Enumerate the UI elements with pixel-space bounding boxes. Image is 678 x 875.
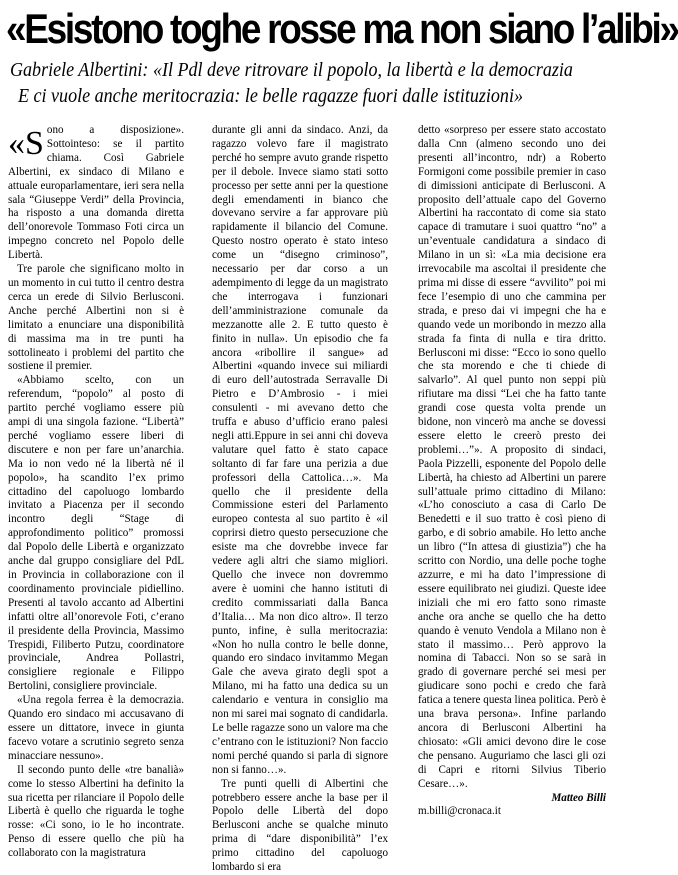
article-paragraph: «Abbiamo scelto, con un referendum, “popolo” al posto di partito perché vogliamo essere più ampi di una singola fazione. “Libertà” perché vogliamo essere liberi di discutere e non per fare un’anarchia. Ma io non vedo né la libertà né il popolo», ha scandito l’ex primo cittadino del capoluogo lombardo invitato a Piacenza per il secondo incontro degli “Stage di approfondimento politico” promossi dal Popolo delle Libertà e organizzato anche dal gruppo consigliare del PdL in Provincia in collaborazione con il coordinamento provinciale pidiellino. Presenti al tavolo accanto ad Albertini infatti oltre all’onorevole Foti, c’erano il presidente della Provincia, Massimo Trespidi, Filiberto Putzu, coordinatore provinciale, Andrea Pollastri, consigliere regionale e Filippo Bertolini, consigliere provinciale. (8, 374, 184, 693)
subtitle-line-1: Gabriele Albertini: «Il Pdl deve ritrovare il popolo, la libertà e la democrazia (10, 60, 573, 81)
article-paragraph: detto «sorpreso per essere stato accostato dalla Cnn (almeno secondo uno dei presenti all’incontro, ndr) a Roberto Formigoni come possibile premier in caso di dimissioni anticipate di Berlusconi. A proposito dell’attuale capo del Governo Albertini ha raccontato di come sia stato capace di tramutare i suoi quattro “no” a un’eventuale candidatura a sindaco di Milano in un sì: «La mia decisione era irrevocabile ma ascoltai il presidente che prima mi disse di essere “avvilito” poi mi fece l’esempio di uno che cammina per strada, e preso dai vi impegni che ha e quando vede un moribondo in mezzo alla strada fa finta di nulla e tira dritto. Berlusconi mi disse: “Ecco io sono quello che sta morendo e che ti chiede di salvarlo”. Al quel punto non seppi più rifiutare ma dissi “Lei che ha fatto tante grandi cose questa volta prende un bidone, non vincerò ma anche se dovessi essere eletto le creerò presto dei problemi…”». A proposito di sindaci, Paola Pizzelli, esponente del Popolo delle Libertà, ha chiesto ad Albertini un parere sull’attuale primo cittadino di Milano: «L’ho conosciuto a casa di Carlo De Benedetti e il suo tratto è così pieno di garbo, e di sobrio amabile. Ho letto anche un libro (“In attesa di giustizia”) che ha scritto con Nordio, una delle poche toghe azzurre, e mi ha dato l’impressione di essere equilibrato nei giudizi. Queste idee iniziali che mi ero fatto sono rimaste anche ora anche se quello che ha detto quando è venuto Vendola a Milano non è stato il massimo… Però approvo la nomina di Tabacci. Non so se sarà in grado di governare perché sei mesi per giudicare sono pochi e credo che farà fatica a tenere questa linea politica. Però è una brava persona». Infine parlando ancora di Berlusconi Albertini ha chiosato: «Gli amici devono dire le cose che pensano. Auguriamo che lasci gli ozi di Capri e ritorni Silvius Tiberio Cesare…». (418, 124, 606, 790)
author-email[interactable]: m.billi@cronaca.it (418, 805, 501, 818)
author-signature: Matteo Billi (551, 791, 606, 804)
article-paragraph: «Una regola ferrea è la democrazia. Quando ero sindaco mi accusavano di essere un dittatore, invece in giunta facevo votare a scrutinio segreto senza minacciare nessuno». (8, 694, 184, 762)
article-paragraph (8, 124, 184, 263)
article-paragraph: Tre parole che significano molto in un momento in cui tutto il centro destra cerca un erede di Silvio Berlusconi. Anche perché Albertini non si è limitato a enunciare una disponibilità di massima ma in tre punti ha sottolineato i problemi del partito che sostiene il premier. (8, 263, 184, 373)
paragraph-text: ono a disposizione». Sottointeso: se il partito chiama. Così Gabriele Albertini, ex sindaco di Milano e attuale europarlamentare, ieri sera nella sala “Giuseppe Verdi” della Provincia, ha risposto a una domanda diretta dell’onorevole Tommaso Foti circa un impegno concreto nel Popolo delle Libertà. (8, 124, 184, 262)
drop-quote: «S (8, 125, 44, 162)
article-paragraph: durante gli anni da sindaco. Anzi, da ragazzo volevo fare il magistrato perché ho sempre avuto grande rispetto per il debole. Invece siamo stati sotto processo per sette anni per la questione degli emendamenti in bianco che dovevano servire a far approvare più rapidamente il bilancio del Comune. Questo nostro operato è stato inteso come un “disegno criminoso”, necessario per dar corso a un adempimento di legge da un magistrato che interrogava i funzionari dell’amministrazione comunale da mezzanotte alle 2. E tutto questo è finito in nulla». Un episodio che fa ancora «ribollire il sangue» ad Albertini «quando invece sui miliardi di euro dell’autostrada Serravalle Di Pietro e D’Ambrosio - i miei consulenti - mi avevano detto che truffa e abuso d’ufficio erano palesi negli atti.Eppure in sei anni chi doveva valutare quel fatto è stato capace soltanto di far fare una perizia a due professori della Cattolica…». Ma quello che il presidente della Commissione esteri del Parlamento europeo contesta al suo partito è «il coprirsi dietro questo persecuzione che esiste ma che dovrebbe invece far vedere agli altri che siamo migliori. Quello che invece non dovremmo avere è uomini che hanno istituti di credito commissariati dalla Banca d’Italia… Ma non dico altro». Il terzo punto, infine, è sulla meritocrazia: «Non ho nulla contro le belle donne, quando ero sindaco invitammo Megan Gale che aveva girato degli spot a Milano, mi ha fatto una dedica su un calendario e ventura in consiglio ma non mi sarei mai sognato di candidarla. Le belle ragazze sono un valore ma che c’entrano con le istituzioni? Non faccio nomi perché quando si parla di signore non si fanno…». (212, 124, 388, 776)
article-paragraph: Tre punti quelli di Albertini che potrebbero essere anche la base per il Popolo delle Libertà del dopo Berlusconi anche se qualche minuto prima di “dare disponibilità” l’ex primo cittadino del capoluogo lombardo si era (212, 777, 388, 874)
headline: «Esistono toghe rosse ma non siano l’alibi» (6, 5, 678, 52)
article-column-2 (212, 124, 388, 874)
article-paragraph: Il secondo punto delle «tre banalià» come lo stesso Albertini ha definito la sua ricetta per rilanciare il Popolo delle Libertà è quello che riguarda le toghe rosse: «Ci sono, io le ho incontrate. Penso di essere quello che più ha collaborato con la magistratura (8, 763, 184, 860)
subtitle-line-2: E ci vuole anche meritocrazia: le belle ragazze fuori dalle istituzioni» (18, 86, 523, 107)
article-column-1 (8, 124, 184, 860)
article-column-3 (418, 124, 606, 818)
